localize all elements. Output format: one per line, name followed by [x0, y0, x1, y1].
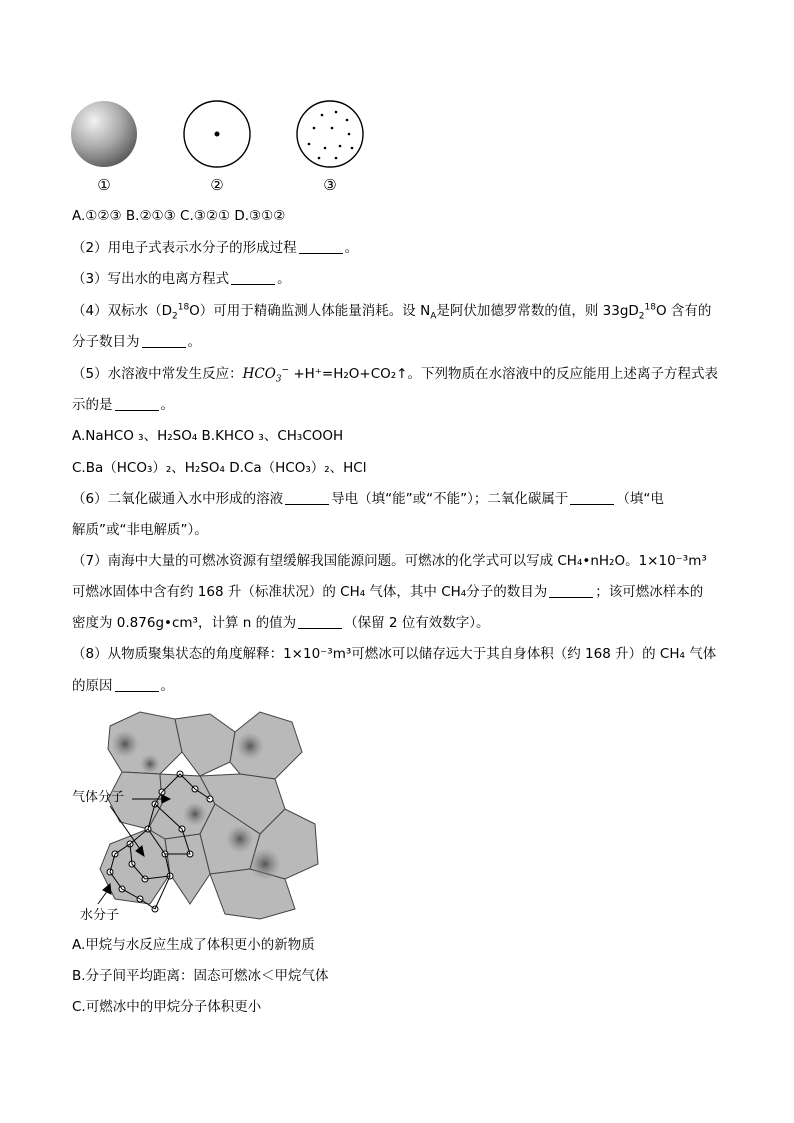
question-4-line2: 分子数目为 。 — [72, 334, 201, 350]
clathrate-diagram — [70, 704, 330, 924]
answer-blank[interactable] — [549, 583, 593, 598]
answer-blank[interactable] — [570, 490, 614, 505]
question-4-line1: （4）双标水$(D_2^{18}O)$可用于精确监测人体能量消耗。设 $N_A$是阿伏加德罗常数的值，则 $33gD_2^{18}O$ 含有的 — [72, 302, 712, 322]
answer-blank[interactable] — [231, 270, 275, 285]
answer-blank[interactable] — [142, 333, 186, 348]
question-7-line2: 可燃冰固体中含有约 168 升（标准状况）的 CH₄ 气体，其中 CH₄分子的数目为 ；该可燃冰样本的 — [72, 584, 704, 600]
label-water-molecule: 水分子 — [80, 908, 120, 923]
question-6-line2: 解质”或“非电解质”）。 — [72, 522, 208, 538]
answer-blank[interactable] — [285, 490, 329, 505]
answer-blank[interactable] — [115, 396, 159, 411]
model-figures — [60, 98, 390, 188]
figure-label-2: ② — [210, 176, 224, 194]
question-7-line3: 密度为 0.876g•cm³，计算 n 的值为 （保留 2 位有效数字）。 — [72, 615, 490, 631]
label-gas-molecule: 气体分子 — [72, 790, 125, 805]
answer-blank[interactable] — [298, 614, 342, 629]
question-8-line1: （8）从物质聚集状态的角度解释：1×10⁻³m³可燃冰可以储存远大于其自身体积（约 168 升）的 CH₄ 气体 — [72, 646, 717, 662]
answer-blank[interactable] — [115, 677, 159, 692]
question-5-options-ab: A.NaHCO ₃、H₂SO₄ B.KHCO ₃、CH₃COOH — [72, 428, 344, 444]
question-5-line1: （5）水溶液中常发生反应：$HCO_3^-$ +H⁺=H₂O+CO₂↑。下列物质在水溶液中的反应能用上述离子方程式表 — [72, 365, 719, 385]
question-2: （2）用电子式表示水分子的形成过程 。 — [72, 240, 359, 256]
question-8-line2: 的原因 。 — [72, 678, 174, 694]
option-a: A.甲烷与水反应生成了体积更小的新物质 — [72, 937, 315, 953]
option-b: B.分子间平均距离：固态可燃冰＜甲烷气体 — [72, 968, 329, 984]
question-3: （3）写出水的电离方程式 。 — [72, 271, 291, 287]
answer-blank[interactable] — [299, 239, 343, 254]
question-7-line1: （7）南海中大量的可燃冰资源有望缓解我国能源问题。可燃冰的化学式可以写成 CH₄•nH₂O。1×10⁻³m³ — [72, 553, 707, 569]
question-6-line1: （6）二氧化碳通入水中形成的溶液 导电（填“能”或“不能”）；二氧化碳属于 （填“电 — [72, 491, 664, 507]
plum-pudding-model — [297, 101, 363, 167]
option-c: C.可燃冰中的甲烷分子体积更小 — [72, 999, 262, 1015]
solid-sphere-model — [71, 101, 137, 167]
question-5-line2: 示的是 。 — [72, 397, 174, 413]
figure-label-1: ① — [97, 176, 111, 194]
figure-label-3: ③ — [323, 176, 337, 194]
question-5-options-cd: C.Ba（HCO₃）₂、H₂SO₄ D.Ca（HCO₃）₂、HCl — [72, 460, 367, 476]
q1-options: A.①②③ B.②①③ C.③②① D.③①② — [72, 208, 286, 224]
